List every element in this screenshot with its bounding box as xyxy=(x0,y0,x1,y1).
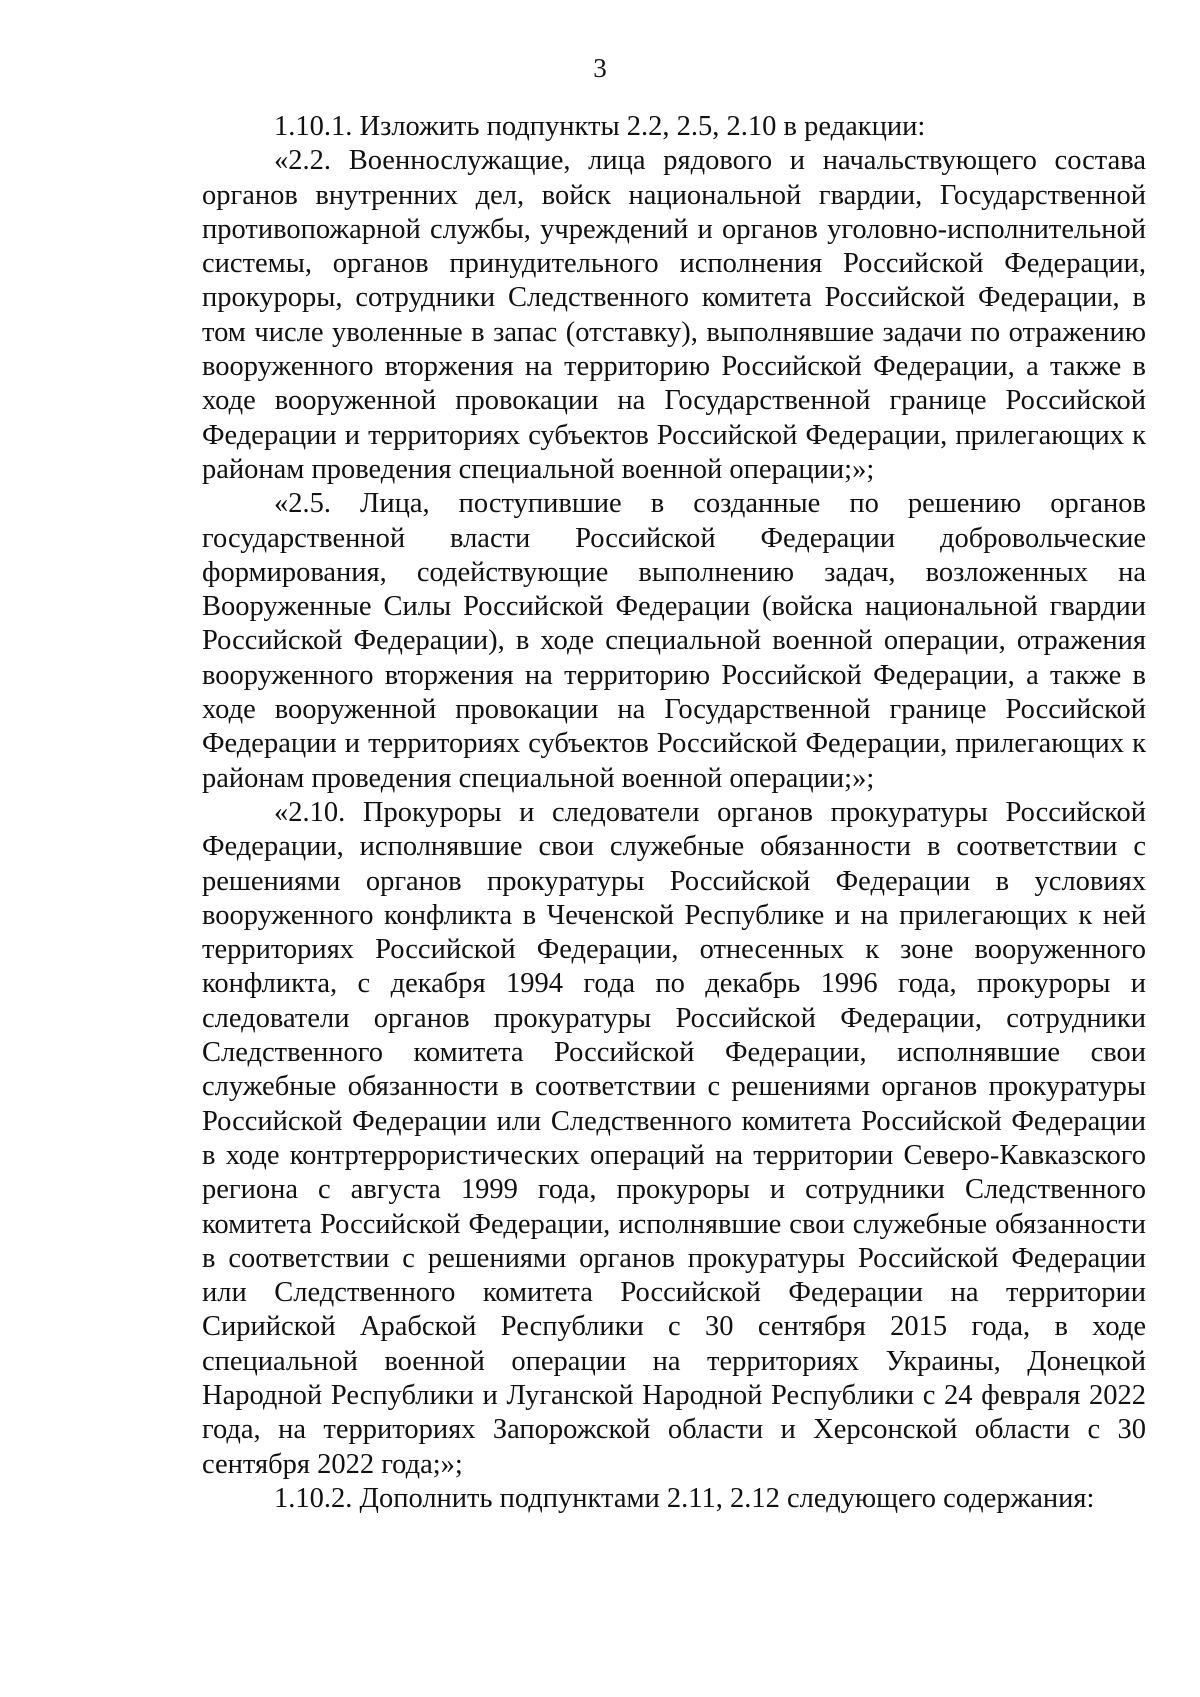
document-body xyxy=(202,110,1146,1516)
paragraph-2-5: «2.5. Лица, поступившие в созданные по решению органов государственной власти Российской Федерации добровольческие формирования, содействующие выполнению задач, возложенных на Вооруженные Силы Российской Федерации (войска национальной гвардии Российской Федерации), в ходе специальной военной операции, отражения вооруженного вторжения на территорию Российской Федерации, а также в ходе вооруженной провокации на Государственной границе Российской Федерации и территориях субъектов Российской Федерации, прилегающих к районам проведения специальной военной операции;»; xyxy=(202,488,1146,794)
paragraph-2-10: «2.10. Прокуроры и следователи органов прокуратуры Российской Федерации, исполнявшие свои служебные обязанности в соответствии с решениями органов прокуратуры Российской Федерации в условиях вооруженного конфликта в Чеченской Республике и на прилегающих к ней территориях Российской Федерации, отнесенных к зоне вооруженного конфликта, с декабря 1994 года по декабрь 1996 года, прокуроры и следователи органов прокуратуры Российской Федерации, сотрудники Следственного комитета Российской Федерации, исполнявшие свои служебные обязанности в соответствии с решениями органов прокуратуры Российской Федерации или Следственного комитета Российской Федерации в ходе контртеррористических операций на территории Северо-Кавказского региона с августа 1999 года, прокуроры и сотрудники Следственного комитета Российской Федерации, исполнявшие свои служебные обязанности в соответствии с решениями органов прокуратуры Российской Федерации или Следственного комитета Российской Федерации на территории Сирийской Арабской Республики с 30 сентября 2015 года, в ходе специальной военной операции на территориях Украины, Донецкой Народной Республики и Луганской Народной Республики с 24 февраля 2022 года, на территориях Запорожской области и Херсонской области с 30 сентября 2022 года;»; xyxy=(202,796,1146,1480)
paragraph-1-10-2: 1.10.2. Дополнить подпунктами 2.11, 2.12 следующего содержания: xyxy=(274,1482,1095,1514)
page-number: 3 xyxy=(593,53,607,83)
paragraph-2-2: «2.2. Военнослужащие, лица рядового и начальствующего состава органов внутренних дел, войск национальной гвардии, Государственной противопожарной службы, учреждений и органов уголовно-исполнительной системы, органов принудительного исполнения Российской Федерации, прокуроры, сотрудники Следственного комитета Российской Федерации, в том числе уволенные в запас (отставку), выполнявшие задачи по отражению вооруженного вторжения на территорию Российской Федерации, а также в ходе вооруженной провокации на Государственной границе Российской Федерации и территориях субъектов Российской Федерации, прилегающих к районам проведения специальной военной операции;»; xyxy=(202,145,1146,485)
paragraph-1-10-1: 1.10.1. Изложить подпункты 2.2, 2.5, 2.10 в редакции: xyxy=(274,111,926,142)
